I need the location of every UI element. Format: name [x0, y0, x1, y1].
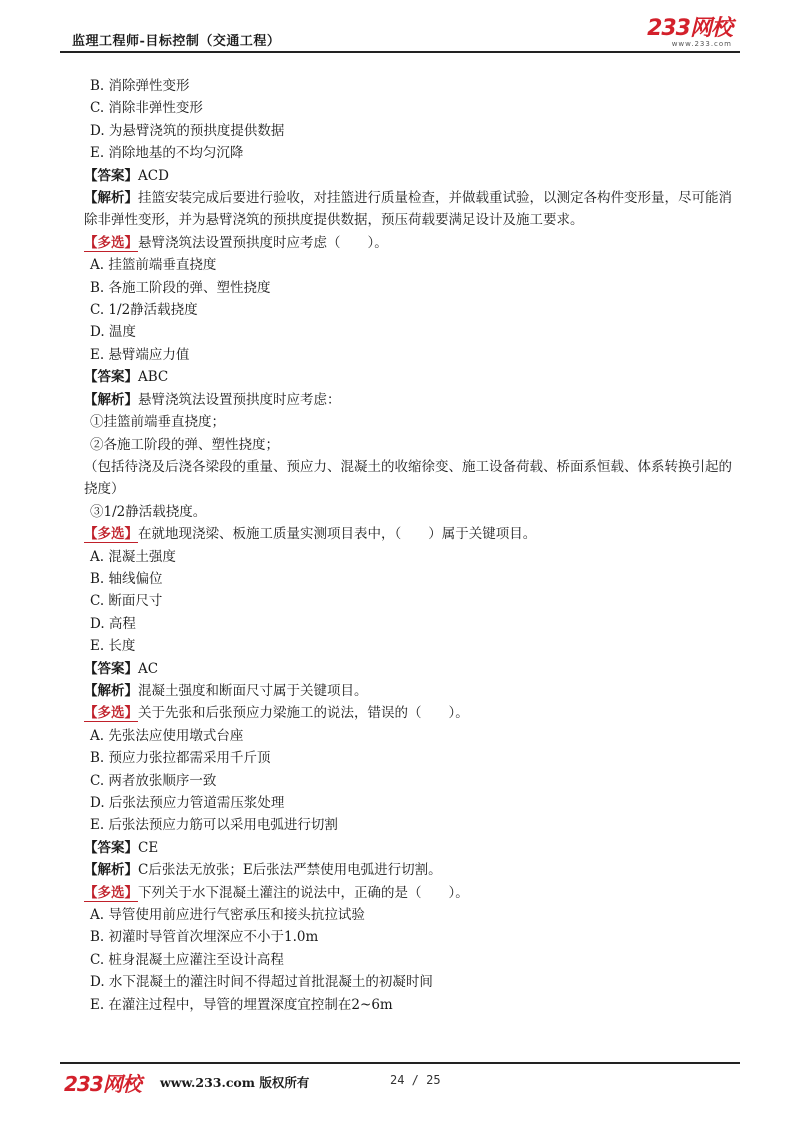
question [80, 702, 736, 724]
document-title: 监理工程师-目标控制（交通工程） [72, 34, 281, 49]
field-text: 挂篮安装完成后要进行验收，对挂篮进行质量检查，并做载重试验，以测定各构件变形量，尽可能消除非弹性变形，并为悬臂浇筑的预拱度提供数据，预压荷载要满足设计及施工要求。 [84, 190, 732, 229]
question-type-tag: 【多选】 [84, 526, 138, 543]
page-footer [60, 1062, 740, 1098]
answer-option: C. 断面尺寸 [90, 593, 163, 610]
field-label: 【答案】 [84, 839, 138, 856]
field-label: 【答案】 [84, 167, 138, 184]
answer-option: A. 混凝土强度 [90, 548, 176, 565]
field-text: AC [138, 660, 159, 677]
answer-option: A. 先张法应使用墩式台座 [90, 727, 244, 744]
question [80, 523, 736, 545]
answer-option: B. 轴线偏位 [90, 570, 163, 587]
answer-option: B. 预应力张拉都需采用千斤顶 [90, 750, 271, 767]
answer-line [80, 389, 736, 411]
field-text: （包括待浇及后浇各梁段的重量、预应力、混凝土的收缩徐变、施工设备荷载、桥面系恒载、体系转换引起的挠度） [84, 458, 732, 498]
question-type-tag: 【多选】 [84, 705, 138, 722]
page-number: 24 / 25 [390, 1073, 441, 1087]
answer-option: B. 初灌时导管首次埋深应不小于1.0m [90, 929, 319, 946]
answer-option: D. 高程 [90, 615, 136, 632]
explanation-line: ②各施工阶段的弹、塑性挠度； [90, 436, 279, 453]
field-label: 【解析】 [84, 862, 138, 879]
field-label: 【解析】 [84, 682, 138, 699]
answer-option: D. 后张法预应力管道需压浆处理 [90, 795, 285, 811]
answer-option: E. 悬臂端应力值 [90, 346, 190, 363]
answer-line [80, 366, 736, 388]
question-type-tag: 【多选】 [84, 234, 138, 251]
answer-option: C. 桩身混凝土应灌注至设计高程 [90, 951, 284, 968]
answer-option: E. 在灌注过程中，导管的埋置深度宜控制在2~6m [90, 996, 393, 1013]
field-label: 【答案】 [84, 369, 138, 386]
answer-option: A. 导管使用前应进行气密承压和接头抗拉试验 [90, 907, 365, 924]
document-body [80, 75, 736, 1016]
answer-option: E. 后张法预应力筋可以采用电弧进行切割 [90, 817, 338, 834]
answer-option: B. 消除弹性变形 [90, 78, 190, 94]
answer-line [80, 680, 736, 702]
question [80, 882, 736, 904]
answer-option: E. 消除地基的不均匀沉降 [90, 145, 244, 162]
answer-line [80, 165, 736, 187]
logo-url: www.233.com [671, 40, 732, 48]
answer-option: D. 为悬臂浇筑的预拱度提供数据 [90, 122, 285, 139]
question-text: 下列关于水下混凝土灌注的说法中，正确的是（ ）。 [138, 884, 469, 901]
page-header [60, 18, 740, 54]
answer-option: B. 各施工阶段的弹、塑性挠度 [90, 279, 271, 296]
field-text: ACD [138, 167, 169, 184]
answer-option: D. 水下混凝土的灌注时间不得超过首批混凝土的初凝时间 [90, 974, 433, 991]
question-text: 在就地现浇梁、板施工质量实测项目表中，（ ）属于关键项目。 [138, 526, 537, 543]
field-label: 【解析】 [84, 391, 138, 408]
answer-line [80, 837, 736, 859]
answer-option: E. 长度 [90, 638, 136, 655]
field-label: 【解析】 [84, 190, 138, 207]
answer-option: A. 挂篮前端垂直挠度 [90, 257, 217, 274]
question-type-tag: 【多选】 [84, 884, 138, 901]
explanation-paragraph [80, 456, 736, 501]
field-text: ABC [138, 369, 169, 386]
header-divider [60, 51, 740, 53]
footer-divider [60, 1062, 740, 1064]
field-text: CE [138, 839, 159, 856]
field-text: 悬臂浇筑法设置预拱度时应考虑： [138, 391, 341, 408]
answer-option: D. 温度 [90, 324, 136, 341]
field-label: 【答案】 [84, 660, 138, 677]
explanation-line: ①挂篮前端垂直挠度； [90, 414, 225, 431]
explanation-line: ③1/2静活载挠度。 [90, 503, 207, 520]
field-text: C后张法无放张；E后张法严禁使用电弧进行切割。 [138, 862, 442, 879]
footer-logo: 233网校 [64, 1072, 141, 1096]
logo-text: 233网校 [647, 16, 732, 41]
copyright-text: www.233.com 版权所有 [160, 1075, 310, 1090]
question-text: 关于先张和后张预应力梁施工的说法，错误的（ ）。 [138, 705, 469, 722]
answer-option: C. 消除非弹性变形 [90, 100, 203, 117]
field-text: 混凝土强度和断面尺寸属于关键项目。 [138, 682, 368, 699]
answer-option: C. 1/2静活载挠度 [90, 302, 198, 319]
explanation-paragraph [80, 187, 736, 232]
brand-logo [647, 18, 732, 48]
question-text: 悬臂浇筑法设置预拱度时应考虑（ ）。 [138, 234, 388, 251]
question [80, 232, 736, 254]
answer-line [80, 658, 736, 680]
answer-option: C. 两者放张顺序一致 [90, 772, 217, 789]
answer-line [80, 859, 736, 881]
